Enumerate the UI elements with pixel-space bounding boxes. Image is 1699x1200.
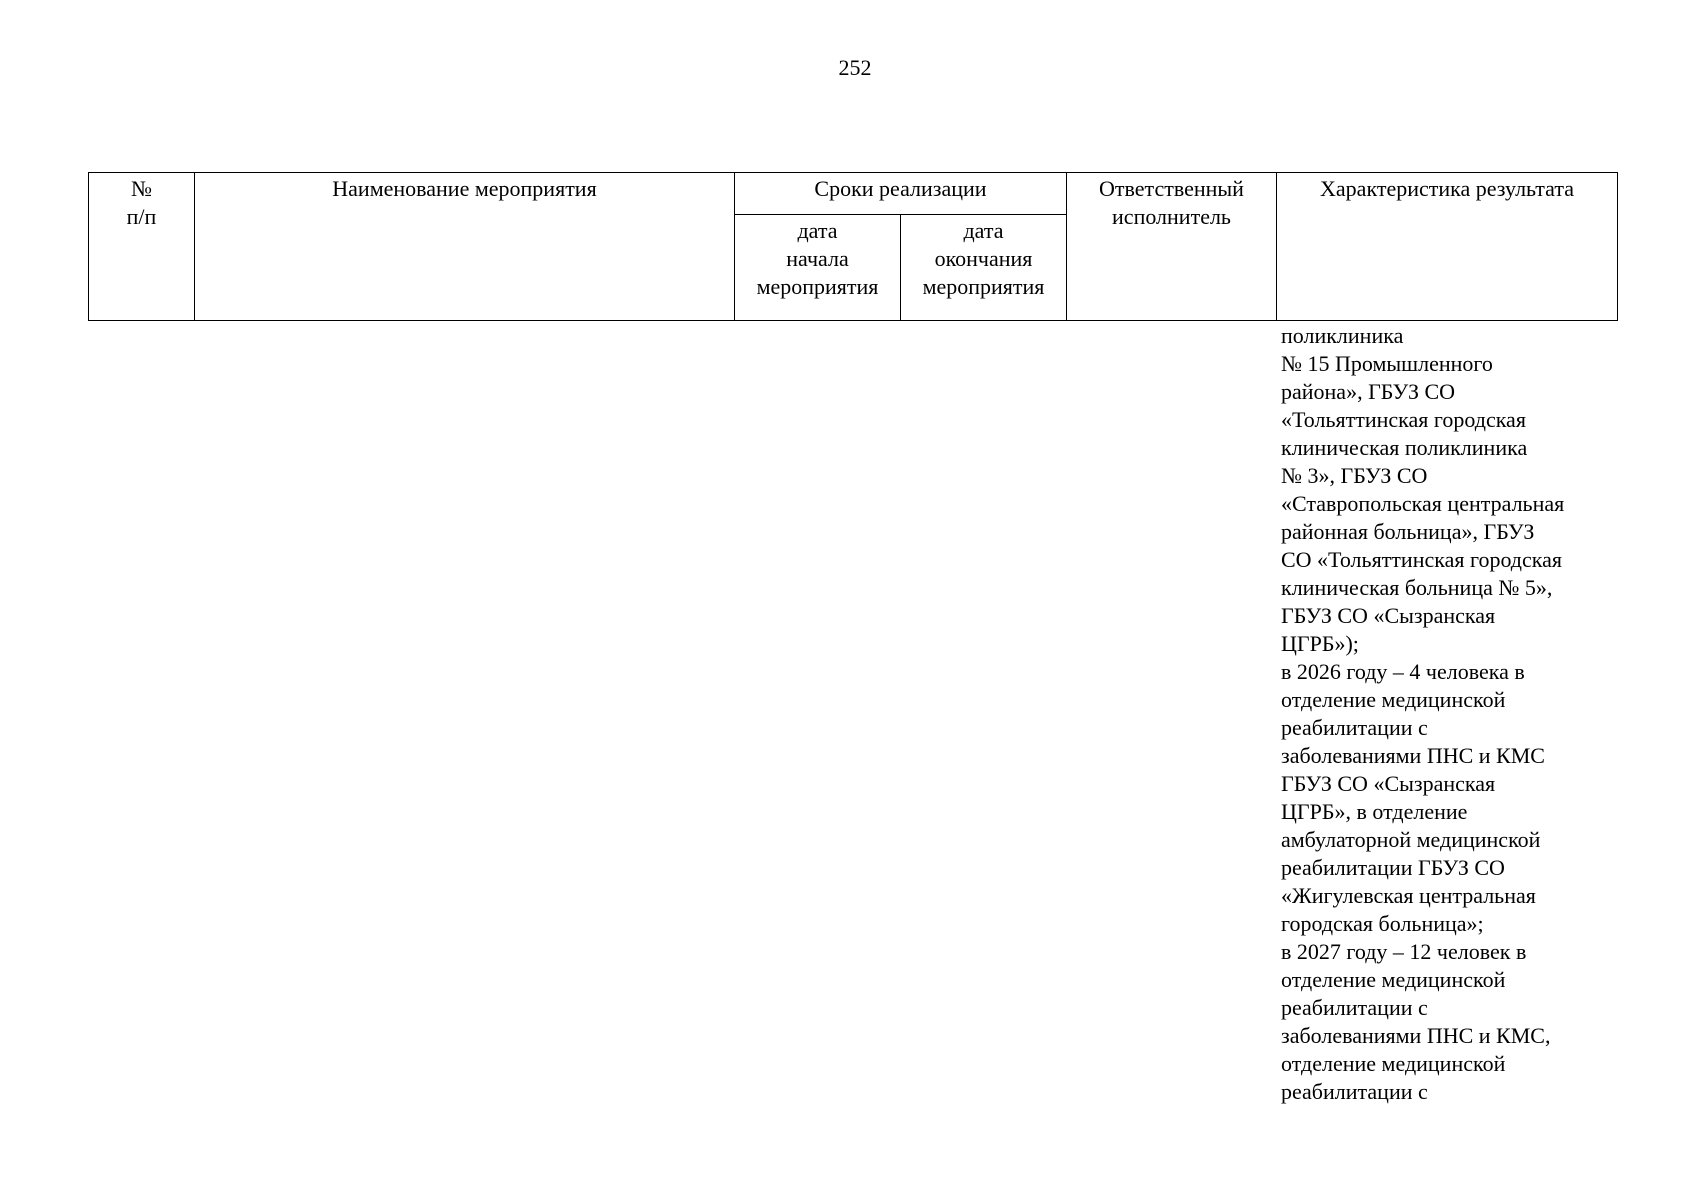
result-line: клиническая поликлиника xyxy=(1281,435,1528,460)
table-header xyxy=(88,172,1618,321)
result-line: реабилитации с xyxy=(1281,995,1428,1020)
result-line: «Тольяттинская городская xyxy=(1281,407,1526,432)
result-line: амбулаторной медицинской xyxy=(1281,827,1541,852)
result-line: района», ГБУЗ СО xyxy=(1281,379,1456,404)
end-date-line2: окончания xyxy=(934,246,1033,271)
column-number-line2: п/п xyxy=(126,204,157,229)
result-line: № 3», ГБУЗ СО xyxy=(1281,463,1428,488)
column-number-line1: № xyxy=(131,176,152,201)
column-responsible-line2: исполнитель xyxy=(1112,204,1231,229)
start-date-line2: начала xyxy=(786,246,849,271)
page-number: 252 xyxy=(838,55,872,80)
result-line: № 15 Промышленного xyxy=(1281,351,1493,376)
start-date-line3: мероприятия xyxy=(756,274,879,299)
result-line: отделение медицинской xyxy=(1281,967,1506,992)
result-line: ЦГРБ», в отделение xyxy=(1281,799,1468,824)
end-date-line3: мероприятия xyxy=(922,274,1045,299)
result-line: ЦГРБ»); xyxy=(1281,631,1359,656)
end-date-line1: дата xyxy=(963,218,1004,243)
result-line: отделение медицинской xyxy=(1281,1051,1506,1076)
result-line: заболеваниями ПНС и КМС xyxy=(1281,743,1545,768)
result-line: СО «Тольяттинская городская xyxy=(1281,547,1563,572)
result-line: отделение медицинской xyxy=(1281,687,1506,712)
result-line: «Ставропольская центральная xyxy=(1281,491,1565,516)
result-line: реабилитации с xyxy=(1281,1079,1428,1104)
column-result-header: Характеристика результата xyxy=(1277,173,1618,321)
result-line: городская больница»; xyxy=(1281,911,1484,936)
result-line: ГБУЗ СО «Сызранская xyxy=(1281,771,1496,796)
column-number-header xyxy=(89,173,195,321)
column-start-date-header xyxy=(735,215,901,321)
result-line: клиническая больница № 5», xyxy=(1281,575,1553,600)
result-line: заболеваниями ПНС и КМС, xyxy=(1281,1023,1551,1048)
column-name-header: Наименование мероприятия xyxy=(195,173,735,321)
column-responsible-header xyxy=(1067,173,1277,321)
column-responsible-line1: Ответственный xyxy=(1099,176,1244,201)
result-line: реабилитации с xyxy=(1281,715,1428,740)
result-line: реабилитации ГБУЗ СО xyxy=(1281,855,1505,880)
result-line: ГБУЗ СО «Сызранская xyxy=(1281,603,1496,628)
result-line: «Жигулевская центральная xyxy=(1281,883,1536,908)
result-cell-text xyxy=(1281,322,1611,1106)
start-date-line1: дата xyxy=(797,218,838,243)
result-line: районная больница», ГБУЗ xyxy=(1281,519,1535,544)
result-line: поликлиника xyxy=(1281,323,1404,348)
result-line: в 2026 году – 4 человека в xyxy=(1281,659,1525,684)
column-terms-header: Сроки реализации xyxy=(735,173,1067,215)
column-end-date-header xyxy=(901,215,1067,321)
result-line: в 2027 году – 12 человек в xyxy=(1281,939,1527,964)
